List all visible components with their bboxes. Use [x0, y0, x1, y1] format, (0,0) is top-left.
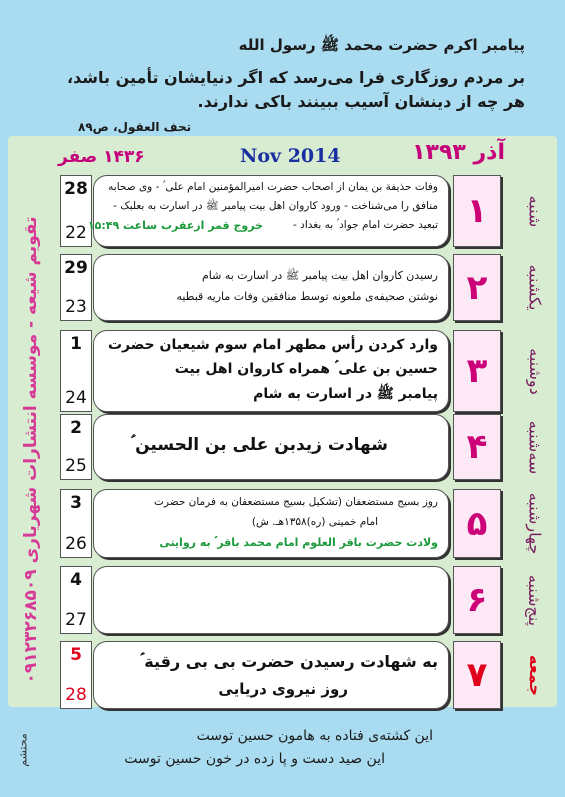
poet-strip — [8, 720, 38, 780]
event-line: وفات حذیفة بن یمان از اصحاب حضرت امیرالمؤمنین امام علی ؑ - وی صحابه — [108, 181, 438, 193]
day-row-friday — [60, 641, 501, 709]
gregorian-day: 24 — [65, 388, 87, 408]
hijri-day: 3 — [70, 493, 82, 513]
gregorian-day: 27 — [65, 610, 87, 630]
hijri-day: 4 — [70, 570, 82, 590]
solar-day: ۵ — [466, 503, 488, 544]
day-number-cell — [60, 566, 92, 634]
weekday-text: دوشنبه — [525, 347, 545, 395]
solar-day-cell — [453, 330, 501, 412]
events-box — [93, 330, 449, 412]
event-highlight: ولادت حضرت باقر العلوم امام محمد باقر ؑ به روایتی — [159, 536, 438, 549]
weekday-label-wednesday — [518, 489, 552, 558]
day-number-cell — [60, 414, 92, 480]
solar-day: ۱ — [466, 191, 488, 231]
day-row-sunday — [60, 254, 501, 321]
hijri-day: 2 — [70, 418, 82, 438]
day-row-thursday — [60, 566, 501, 634]
publisher-label: تقویم شیعه - موسسه انتشارات شهریاری ۰۹۱۲۳۲۶۸۵۰۹ — [21, 216, 41, 684]
solar-day-cell — [453, 489, 501, 558]
weekday-label-saturday — [518, 175, 552, 247]
event-highlight: خروج قمر ازعقرب ساعت ۱۵:۴۹ — [87, 219, 263, 232]
weekday-label-sunday — [518, 254, 552, 321]
events-box — [93, 641, 449, 709]
weekday-text: پنج‌شنبه — [525, 574, 545, 626]
solar-day-cell — [453, 254, 501, 321]
weekday-label-monday — [518, 330, 552, 412]
events-box — [93, 414, 449, 480]
solar-day-cell — [453, 566, 501, 634]
solar-day: ۶ — [466, 580, 488, 620]
event-line: پیامبر ﷺ در اسارت به شام — [253, 386, 438, 402]
solar-day: ۳ — [466, 351, 488, 391]
poem-line-1: این کشته‌ی فتاده به هامون حسین توست — [196, 728, 433, 744]
event-line: شهادت زیدبن علی بن الحسین ؑ — [130, 435, 388, 455]
gregorian-day: 22 — [65, 223, 87, 243]
hijri-day: 28 — [64, 179, 88, 199]
events-box — [93, 566, 449, 634]
day-number-cell — [60, 641, 92, 709]
poet-name: محتشم — [16, 733, 30, 767]
weekday-text: جمعه — [525, 654, 545, 696]
day-row-wednesday — [60, 489, 501, 558]
event-line: روز نیروی دریایی — [218, 680, 348, 698]
event-line: رسیدن کاروان اهل بیت پیامبر ﷺ در اسارت به شام — [201, 269, 438, 282]
day-number-cell — [60, 254, 92, 321]
day-number-cell — [60, 489, 92, 558]
day-row-saturday — [60, 175, 501, 247]
solar-month-header: آذر ۱۳۹۳ — [412, 140, 505, 165]
day-row-monday — [60, 330, 501, 412]
event-line: به شهادت رسیدن حضرت بی بی رقیة ؑ — [140, 652, 438, 671]
day-row-tuesday — [60, 414, 501, 480]
event-line: حسین بن علی ؑ همراه کاروان اهل بیت — [174, 361, 438, 377]
hijri-day: 29 — [64, 258, 88, 278]
hijri-day: 1 — [70, 334, 82, 354]
weekday-text: شنبه — [525, 195, 545, 227]
event-line: وارد کردن رأس مطهر امام سوم شیعیان حضرت — [107, 337, 438, 353]
gregorian-day: 23 — [65, 297, 87, 317]
poem-line-2: این صید دست و پا زده در خون حسین توست — [124, 751, 385, 767]
weekday-text: یکشنبه — [525, 264, 545, 311]
event-line: امام خمینی (ره)۱۳۵۸هـ. ش) — [251, 516, 378, 528]
events-box — [93, 254, 449, 321]
gregorian-day: 26 — [65, 534, 87, 554]
hadith-source: تحف العقول، ص۸۹ — [78, 120, 192, 134]
solar-day: ۷ — [466, 655, 488, 695]
gregorian-day: 28 — [65, 685, 87, 705]
hijri-day: 5 — [70, 645, 82, 665]
hadith-line-1: بر مردم روزگاری فرا می‌رسد که اگر دنیایشان تأمین باشد، — [66, 68, 525, 87]
weekday-label-friday — [518, 641, 552, 709]
day-number-cell — [60, 175, 92, 247]
solar-day-cell — [453, 641, 501, 709]
day-number-cell — [60, 330, 92, 412]
event-line: تبعید حضرت امام جواد ؑ به بغداد - — [293, 219, 438, 231]
solar-day-cell — [453, 175, 501, 247]
hadith-line-2: هر چه از دینشان آسیب ببینند باکی ندارند. — [197, 92, 525, 111]
solar-day: ۲ — [466, 267, 488, 308]
weekday-label-thursday — [518, 566, 552, 634]
gregorian-month-header: Nov 2014 — [240, 145, 341, 167]
events-box — [93, 489, 449, 558]
hadith-title: پیامبر اکرم حضرت محمد ﷺ رسول الله — [238, 36, 525, 54]
gregorian-day: 25 — [65, 456, 87, 476]
solar-day: ۴ — [466, 427, 488, 467]
event-line: روز بسیج مستضعفان (تشکیل بسیج مستضعفان به فرمان حضرت — [154, 496, 438, 508]
weekday-text: سه‌شنبه — [525, 420, 545, 474]
weekday-text: چهارشنبه — [525, 492, 545, 555]
publisher-strip — [8, 200, 54, 700]
hijri-month-header: ۱۴۳۶ صفر — [58, 147, 145, 167]
weekday-label-tuesday — [518, 414, 552, 480]
event-line: منافق را می‌شناخت - ورود کاروان اهل بیت پیامبر ﷺ در اسارت به بعلبک - — [113, 200, 438, 212]
solar-day-cell — [453, 414, 501, 480]
event-line: نوشتن صحیفه‌ی ملعونه توسط منافقین وفات ماریه قبطیه — [176, 290, 438, 303]
events-box — [87, 175, 449, 247]
